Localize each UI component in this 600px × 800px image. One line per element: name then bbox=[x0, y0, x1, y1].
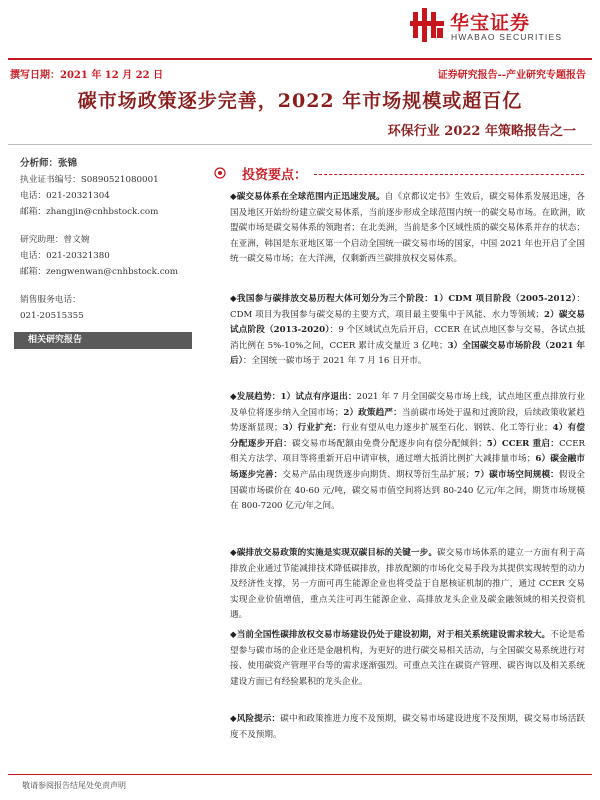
sales-phone: 021-20515355 bbox=[20, 311, 84, 321]
paragraph-text: 不论是希望参与碳市场的企业还是金融机构，为更好的进行碳交易相关活动，与全国碳交易系统进行对接、使用碳资产管理平台等的需求逐渐强烈。可重点关注在碳资产管理、碳咨询以及相关系统建设方面已有经验累积的龙头企业。 bbox=[230, 630, 585, 687]
paragraph-global-carbon bbox=[230, 190, 585, 268]
logo-english-name: HWABAO SECURITIES bbox=[451, 32, 563, 42]
company-logo bbox=[410, 6, 586, 46]
highlights-heading bbox=[214, 164, 584, 184]
analyst-sidebar bbox=[20, 156, 190, 349]
highlights-dashed-line bbox=[314, 174, 584, 175]
page-title: 碳市场政策逐步完善，2022 年市场规模或超百亿 bbox=[77, 90, 523, 112]
paragraph-text: CCER 相关方法学、项目等将重新开启申请审核，通过增大抵消比例扩大减排量市场； bbox=[230, 438, 585, 465]
sales-label: 销售服务电话： bbox=[20, 295, 81, 305]
analyst-license: 执业证书编号：S0890521080001 bbox=[20, 175, 159, 185]
paragraph-risk bbox=[230, 712, 585, 743]
footer-divider bbox=[8, 774, 592, 775]
paragraph-lead: 5）CCER 重启： bbox=[486, 438, 560, 449]
paragraph-lead: ◆碳排放交易政策的实施是实现双碳目标的关键一步。 bbox=[230, 548, 438, 558]
report-type: 证券研究报告--产业研究专题报告 bbox=[437, 70, 586, 81]
paragraph-lead: 2）政策趋严： bbox=[343, 407, 402, 418]
paragraph-text: 行业有望从电力逐步扩展至石化、钢铁、化工等行业； bbox=[341, 423, 553, 434]
analyst-name: 分析师：张锦 bbox=[20, 158, 78, 169]
paragraph-text: 碳交易市场体系的建立一方面有利于高排放企业通过节能减排技术降低碳排放，排放配额的市场化交易手段为其提供实现转型的动力及经济性支撑，另一方面可再生能源企业也将受益于自愿核证机制的推广，通过 CCER 交易实现企业价值增值，重点关注可再生能源企业、高排放龙头企业及碳金融领域的相关投资机遇。 bbox=[230, 548, 585, 621]
assistant-phone: 电话：021-20321380 bbox=[20, 251, 110, 261]
page-subtitle: 环保行业 2022 年策略报告之一 bbox=[387, 124, 576, 139]
paragraph-dual-carbon bbox=[230, 546, 585, 624]
paragraph-text: ：CDM 项目为我国参与碳交易的主要方式，项目最主要集中于风能、水力等领域； bbox=[230, 294, 585, 320]
highlights-title: 投资要点： bbox=[242, 168, 308, 183]
paragraph-lead: ◆碳交易体系在全球范围内正迅速发展。 bbox=[230, 192, 385, 202]
paragraph-trends bbox=[230, 390, 585, 515]
paragraph-text: 碳交易市场配额由免费分配逐步向有偿分配倾斜； bbox=[292, 438, 487, 449]
assistant-email[interactable]: 邮箱：zengwenwan@cnhbstock.com bbox=[20, 267, 179, 277]
header-divider bbox=[8, 58, 592, 60]
assistant-name: 研究助理：曾文婉 bbox=[20, 235, 90, 245]
paragraph-lead: ◆我国参与碳排放交易历程大体可划分为三个阶段：1）CDM 项目阶段（2005-2012） bbox=[230, 294, 577, 304]
target-icon bbox=[214, 167, 226, 179]
paragraph-china-stages bbox=[230, 292, 585, 370]
footer-disclaimer: 敬请参阅报告结尾处免责声明 bbox=[22, 781, 126, 790]
related-reports-band: 相关研究报告 bbox=[14, 332, 192, 349]
logo-chinese-name: 华宝证券 bbox=[450, 12, 531, 34]
paragraph-text: 当前碳市场处于温和过渡阶段，后续政策收紧趋势逐渐显现； bbox=[230, 407, 585, 434]
paragraph-lead: 4）有偿分配逐步开启： bbox=[230, 423, 585, 449]
paragraph-system-demand bbox=[230, 628, 585, 690]
analyst-phone: 电话：021-20321304 bbox=[20, 191, 110, 201]
logo-mark-icon bbox=[410, 8, 444, 42]
paragraph-lead: ◆发展趋势：1）试点有序退出： bbox=[230, 392, 357, 402]
paragraph-lead: 7）碳市场空间规模： bbox=[474, 469, 559, 480]
paragraph-text: 自《京都议定书》生效后，碳交易体系发展迅速，各国及地区开始纷纷建立碳交易体系，当前逐步形成全球范围内统一的碳交易市场。在欧洲，欧盟碳市场是碳交易体系的领跑者；在北美洲，当前是多个区域性质的碳交易体系并存的状态；在亚洲，韩国是东亚地区第一个启动全国统一碳交易市场的国家，中国 2021 年也开启了全国统一碳交易市场；在大洋洲，仅剩新西兰碳排放权交易体系。 bbox=[230, 192, 585, 265]
paragraph-text: 假设全国碳市场碳价在 40-60 元/吨，碳交易市值空间将达到 80-240 亿元/年之间，期货市场规模在 800-7200 亿元/年之间。 bbox=[230, 469, 585, 512]
report-date: 撰写日期：2021 年 12 月 22 日 bbox=[10, 70, 164, 81]
paragraph-lead: 2）碳交易试点阶段（2013-2020） bbox=[230, 309, 586, 336]
paragraph-text: 2021 年 7 月全国碳交易市场上线，试点地区重点排放行业及单位将逐步纳入全国市场； bbox=[230, 392, 585, 418]
paragraph-text: ：全国统一碳市场于 2021 年 7 月 16 日开市。 bbox=[242, 356, 427, 367]
paragraph-text: 碳中和政策推进力度不及预期，碳交易市场建设进度不及预期，碳交易市场活跃度不及预期。 bbox=[230, 714, 585, 740]
paragraph-lead: 3）行业扩充： bbox=[282, 423, 342, 434]
paragraph-lead: ◆当前全国性碳排放权交易市场建设仍处于建设初期，对于相关系统建设需求较大。 bbox=[230, 630, 551, 640]
paragraph-lead: ◆风险提示： bbox=[230, 714, 281, 724]
paragraph-lead: 3）全国碳交易市场阶段（2021 年后） bbox=[230, 340, 585, 367]
title-divider bbox=[8, 144, 592, 145]
analyst-email[interactable]: 邮箱：zhangjin@cnhbstock.com bbox=[20, 207, 159, 217]
paragraph-text: 交易产品由现货逐步向期货、期权等衍生品扩展； bbox=[282, 469, 475, 480]
paragraph-text: ：9 个区域试点先后开启，CCER 在试点地区参与交易，各试点抵消比例在 5%-10%之间，CCER 累计成交量近 3 亿吨； bbox=[230, 325, 585, 351]
paragraph-lead: 6）碳金融市场逐步完善： bbox=[230, 454, 585, 480]
